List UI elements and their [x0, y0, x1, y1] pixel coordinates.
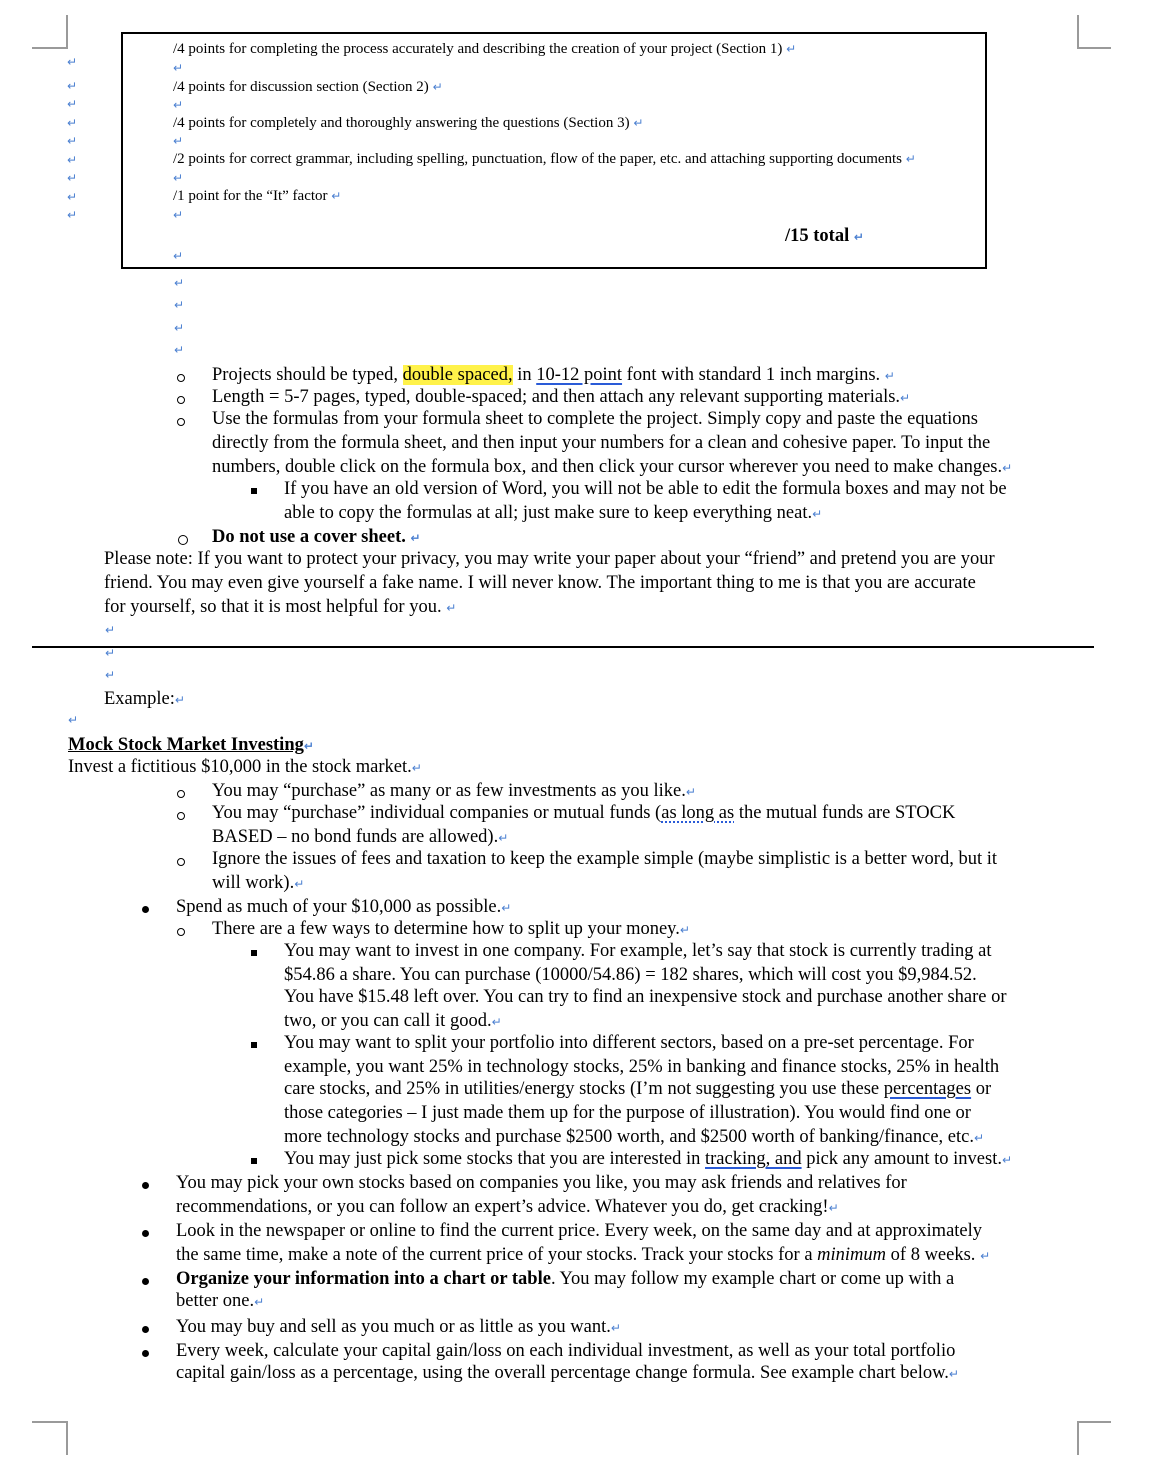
paragraph-mark-icon: ↵ — [812, 507, 823, 521]
paragraph-mark-icon: ↵ — [948, 1367, 959, 1381]
rubric-line: /4 points for discussion section (Section 2) ↵ — [173, 79, 443, 95]
circle-bullet-icon — [177, 812, 185, 820]
square-bullet-icon — [251, 488, 257, 494]
paragraph-mark-icon: ↵ — [67, 153, 78, 167]
list-item: You may just pick some stocks that you are interested in tracking, and pick any amount to invest.↵ — [284, 1149, 1013, 1169]
crop-mark-bottom-left — [32, 1421, 68, 1423]
grammar-flag: as long as — [661, 803, 735, 823]
paragraph-mark-icon: ↵ — [1001, 1153, 1013, 1167]
list-item: You may buy and sell as you much or as little as you want.↵ — [176, 1317, 621, 1337]
paragraph-mark-icon: ↵ — [174, 276, 185, 290]
section-intro: Invest a fictitious $10,000 in the stock market.↵ — [68, 757, 422, 777]
requirement-item: numbers, double click on the formula box, and then click your cursor wherever you need to make changes.↵ — [212, 457, 1013, 477]
paragraph-mark-icon: ↵ — [905, 152, 916, 166]
paragraph-mark-icon: ↵ — [973, 1131, 985, 1145]
crop-mark-bottom-left — [66, 1421, 68, 1455]
paragraph-mark-icon: ↵ — [331, 189, 342, 203]
list-item: $54.86 a share. You can purchase (10000/54.86) = 182 shares, which will cost you $9,984.52. — [284, 965, 977, 985]
rubric-line: /4 points for completing the process accurately and describing the creation of your project (Section 1) ↵ — [173, 41, 797, 57]
paragraph-mark-icon: ↵ — [173, 98, 184, 112]
paragraph-mark-icon: ↵ — [1002, 461, 1013, 475]
requirement-subitem: able to copy the formulas at all; just make sure to keep everything neat.↵ — [284, 503, 823, 523]
highlighted-text: double spaced, — [402, 365, 513, 385]
bullet-icon — [142, 1230, 149, 1237]
list-item: capital gain/loss as a percentage, using the overall percentage change formula. See example chart below.↵ — [176, 1363, 959, 1383]
crop-mark-top-right — [1077, 47, 1111, 49]
paragraph-mark-icon: ↵ — [254, 1295, 265, 1309]
crop-mark-bottom-right — [1077, 1421, 1111, 1423]
paragraph-mark-icon: ↵ — [828, 1201, 839, 1215]
grammar-flag: tracking, and — [705, 1149, 802, 1169]
crop-mark-top-right — [1077, 15, 1079, 49]
paragraph-mark-icon: ↵ — [67, 79, 78, 93]
grammar-flag: percentages — [883, 1079, 972, 1099]
paragraph-mark-icon: ↵ — [173, 249, 184, 263]
paragraph-mark-icon: ↵ — [173, 134, 184, 148]
paragraph-mark-icon: ↵ — [498, 831, 509, 845]
paragraph-mark-icon: ↵ — [411, 761, 422, 775]
paragraph-mark-icon: ↵ — [491, 1015, 502, 1029]
paragraph-mark-icon: ↵ — [501, 901, 512, 915]
rubric-line: /2 points for correct grammar, including spelling, punctuation, flow of the paper, etc. and attaching supporting documents ↵ — [173, 151, 916, 167]
list-item: Organize your information into a chart or table. You may follow my example chart or come up with a — [176, 1269, 955, 1289]
paragraph-mark-icon: ↵ — [410, 531, 421, 545]
paragraph-mark-icon: ↵ — [67, 55, 78, 69]
horizontal-rule — [32, 646, 1094, 648]
list-item: those categories – I just made them up for the purpose of illustration). You would find one or — [284, 1103, 971, 1123]
list-item: Spend as much of your $10,000 as possible.↵ — [176, 897, 512, 917]
paragraph-mark-icon: ↵ — [679, 923, 690, 937]
paragraph-mark-icon: ↵ — [610, 1321, 621, 1335]
paragraph-mark-icon: ↵ — [174, 298, 185, 312]
requirement-subitem: If you have an old version of Word, you will not be able to edit the formula boxes and may not be — [284, 479, 1007, 499]
paragraph-mark-icon: ↵ — [67, 190, 78, 204]
paragraph-mark-icon: ↵ — [173, 171, 184, 185]
list-item: Every week, calculate your capital gain/loss on each individual investment, as well as your total portfolio — [176, 1341, 956, 1361]
bullet-icon — [142, 1278, 149, 1285]
paragraph-mark-icon: ↵ — [173, 208, 184, 222]
list-item: You have $15.48 left over. You can try to find an inexpensive stock and purchase another share or — [284, 987, 1007, 1007]
square-bullet-icon — [251, 1158, 257, 1164]
list-item: Look in the newspaper or online to find the current price. Every week, on the same day and at approximately — [176, 1221, 983, 1241]
square-bullet-icon — [251, 950, 257, 956]
list-item: There are a few ways to determine how to split up your money.↵ — [212, 919, 690, 939]
list-item: You may “purchase” individual companies or mutual funds (as long as the mutual funds are STOCK — [212, 803, 956, 823]
paragraph-mark-icon: ↵ — [446, 601, 457, 615]
list-item: example, you want 25% in technology stocks, 25% in banking and finance stocks, 25% in health — [284, 1057, 1000, 1077]
rubric-total: /15 total ↵ — [785, 226, 864, 246]
paragraph-mark-icon: ↵ — [105, 668, 116, 682]
square-bullet-icon — [251, 1042, 257, 1048]
paragraph-mark-icon: ↵ — [105, 646, 116, 660]
crop-mark-bottom-right — [1077, 1421, 1079, 1455]
note-paragraph: Please note: If you want to protect your privacy, you may write your paper about your “friend” and pretend you are your — [104, 549, 995, 569]
circle-bullet-icon — [178, 535, 188, 545]
paragraph-mark-icon: ↵ — [685, 785, 696, 799]
paragraph-mark-icon: ↵ — [67, 171, 78, 185]
circle-bullet-icon — [177, 374, 185, 382]
crop-mark-top-left — [66, 15, 68, 49]
note-paragraph: for yourself, so that it is most helpful for you. ↵ — [104, 597, 457, 617]
circle-bullet-icon — [177, 418, 185, 426]
requirement-item: Do not use a cover sheet. ↵ — [212, 527, 421, 547]
grammar-flag: 10-12 point — [536, 365, 623, 385]
bullet-icon — [142, 1326, 149, 1333]
paragraph-mark-icon: ↵ — [174, 693, 185, 707]
paragraph-mark-icon: ↵ — [853, 230, 864, 244]
list-item: more technology stocks and purchase $2500 worth, and $2500 worth of banking/finance, etc.↵ — [284, 1127, 985, 1147]
paragraph-mark-icon: ↵ — [67, 208, 78, 222]
note-paragraph: friend. You may even give yourself a fake name. I will never know. The important thing to me is that you are accurate — [104, 573, 976, 593]
bullet-icon — [142, 1350, 149, 1357]
list-item: the same time, make a note of the current price of your stocks. Track your stocks for a minimum of 8 weeks. ↵ — [176, 1245, 991, 1265]
example-label: Example:↵ — [104, 689, 185, 709]
paragraph-mark-icon: ↵ — [432, 80, 443, 94]
list-item: You may pick your own stocks based on companies you like, you may ask friends and relatives for — [176, 1173, 907, 1193]
list-item: BASED – no bond funds are allowed).↵ — [212, 827, 509, 847]
requirement-item: Use the formulas from your formula sheet to complete the project. Simply copy and paste the equations — [212, 409, 979, 429]
paragraph-mark-icon: ↵ — [980, 1249, 991, 1263]
list-item: better one.↵ — [176, 1291, 265, 1311]
circle-bullet-icon — [177, 790, 185, 798]
rubric-line: /1 point for the “It” factor ↵ — [173, 188, 342, 204]
bullet-icon — [142, 906, 149, 913]
requirement-item: Projects should be typed, double spaced, in 10-12 point font with standard 1 inch margins. ↵ — [212, 365, 895, 385]
list-item: You may want to invest in one company. For example, let’s say that stock is currently trading at — [284, 941, 992, 961]
paragraph-mark-icon: ↵ — [294, 877, 305, 891]
requirement-item: directly from the formula sheet, and then input your numbers for a clean and cohesive paper. To input the — [212, 433, 991, 453]
circle-bullet-icon — [177, 858, 185, 866]
paragraph-mark-icon: ↵ — [68, 713, 79, 727]
list-item: two, or you can call it good.↵ — [284, 1011, 502, 1031]
paragraph-mark-icon: ↵ — [633, 116, 644, 130]
paragraph-mark-icon: ↵ — [67, 116, 78, 130]
list-item: You may “purchase” as many or as few investments as you like.↵ — [212, 781, 696, 801]
paragraph-mark-icon: ↵ — [105, 623, 116, 637]
paragraph-mark-icon: ↵ — [174, 321, 185, 335]
bullet-icon — [142, 1182, 149, 1189]
requirement-item: Length = 5-7 pages, typed, double-spaced; and then attach any relevant supporting materials.↵ — [212, 387, 911, 407]
circle-bullet-icon — [177, 396, 185, 404]
paragraph-mark-icon: ↵ — [900, 391, 911, 405]
list-item: will work).↵ — [212, 873, 305, 893]
section-title: Mock Stock Market Investing↵ — [68, 735, 314, 755]
paragraph-mark-icon: ↵ — [884, 369, 895, 383]
list-item: care stocks, and 25% in utilities/energy stocks (I’m not suggesting you use these percentages or — [284, 1079, 992, 1099]
paragraph-mark-icon: ↵ — [786, 42, 797, 56]
paragraph-mark-icon: ↵ — [303, 739, 314, 753]
rubric-line: /4 points for completely and thoroughly answering the questions (Section 3) ↵ — [173, 115, 644, 131]
paragraph-mark-icon: ↵ — [173, 61, 184, 75]
list-item: You may want to split your portfolio into different sectors, based on a pre-set percentage. For — [284, 1033, 974, 1053]
list-item: Ignore the issues of fees and taxation to keep the example simple (maybe simplistic is a better word, but it — [212, 849, 998, 869]
paragraph-mark-icon: ↵ — [67, 97, 78, 111]
crop-mark-top-left — [32, 47, 68, 49]
paragraph-mark-icon: ↵ — [67, 134, 78, 148]
list-item: recommendations, or you can follow an expert’s advice. Whatever you do, get cracking!↵ — [176, 1197, 839, 1217]
circle-bullet-icon — [177, 928, 185, 936]
paragraph-mark-icon: ↵ — [174, 343, 185, 357]
